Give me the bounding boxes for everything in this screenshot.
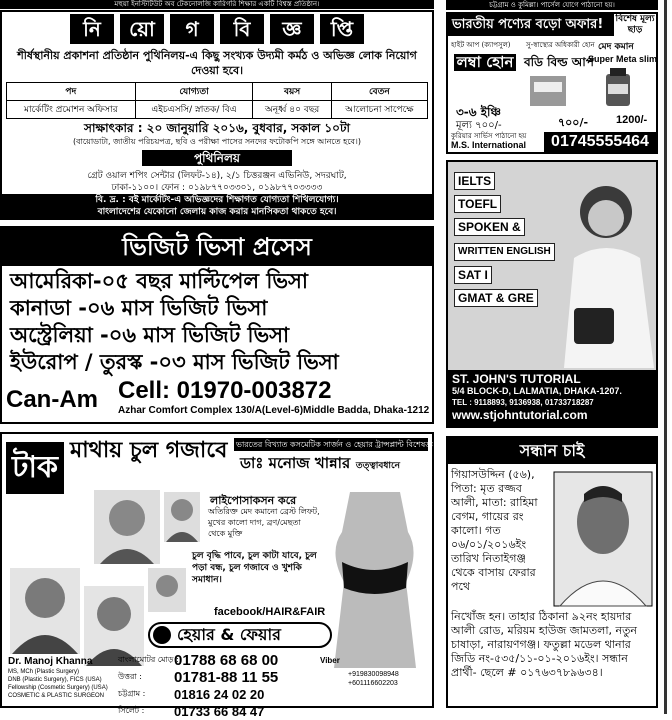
- brand-name: হেয়ার & ফেয়ার: [177, 624, 281, 644]
- india-phones: [348, 670, 399, 688]
- table-cell: অনূর্ধ্ব ৪০ বছর: [253, 101, 331, 119]
- doctor-name: ডাঃ মনোজ খান্নার: [240, 454, 351, 472]
- prod1-big: লম্বা হোন: [454, 54, 516, 71]
- course-label: TOEFL: [454, 195, 501, 213]
- top-strip: মহুয়া ইনস্টিটিউট অব টেকনোলজি কারিগরি শিক্ষার একটি বিশ্বস্ত প্রতিষ্ঠান।: [0, 0, 434, 9]
- product-box-icon: [528, 72, 568, 108]
- visa-lines: [2, 268, 432, 376]
- table-cell: আলোচনা সাপেক্ষে: [331, 101, 427, 119]
- phone-number: 01733 66 84 47: [174, 704, 265, 719]
- prod2-big: বডি বিল্ড আপ: [524, 55, 594, 69]
- doctor-photo-small: [164, 492, 200, 542]
- table-cell: মার্কেটিং প্রমোশন অফিসার: [7, 101, 136, 119]
- visa-line: ইউরোপ / তুরস্ক -০৩ মাস ভিজিট ভিসা: [10, 350, 339, 374]
- tutorial-info: [448, 370, 656, 426]
- offer-phone: 01745555464: [544, 132, 656, 152]
- missing-title: সন্ধান চাই: [448, 438, 656, 464]
- recruitment-ad: [0, 10, 434, 220]
- doctor-photo: [94, 490, 160, 564]
- tutorial-tel: TEL : 9118893, 9136938, 01733718287: [452, 398, 594, 407]
- phone-row: [118, 669, 318, 686]
- offer-company: M.S. International: [451, 140, 527, 150]
- woman-photo: [148, 568, 186, 612]
- visa-line: অস্ট্রেলিয়া -০৬ মাস ভিজিট ভিসা: [10, 323, 290, 347]
- missing-text-top: গিয়াসউদ্দিন (৫৬), পিতা: মৃত রজ্জব আলী, মাতা: রাহিমা বেগম, গায়ের রং কালো। গত ০৬/০১/২০১৬ইং তারিখ নিতাইগঞ্জ থেকে বাসায় ফেরার পথে: [451, 468, 538, 593]
- tutorial-address: 5/4 BLOCK-D, LALMATIA, DHAKA-1207.: [452, 386, 622, 396]
- phone-row: [118, 686, 318, 703]
- leaf-icon: [153, 626, 171, 644]
- credential-line: Fellowship (Cosmetic Surgery) (USA): [8, 685, 108, 691]
- address-line-1: গ্রেট ওয়াল শপিং সেন্টার (লিফট-১৪), ২/১ চিত্তরঞ্জন এভিনিউ, সদরঘাট,: [87, 171, 347, 181]
- phone-area: বাংলামোটর মোড় :: [118, 655, 179, 664]
- tutorial-ad: [446, 160, 658, 428]
- man-photo: [10, 568, 80, 654]
- phone-list: [118, 652, 318, 720]
- prod1-size: ৩-৬ ইঞ্চি: [456, 105, 501, 119]
- missing-text-bottom: নিখোঁজ হন। তাহার ঠিকানা ৯২নং হায়দার আলী রোড, মরিয়ম হাউজ জামতলা, নতুন চাষাড়া, নারায়ণগঞ্জ। ফতুল্লা মডেল থানার জিডি নং-৫৩৫/১১-০১-২০১৬ইং। সন্ধান প্রার্থী- ছেলে # ০১৭৬৩৭৮৯৬৩৪।: [451, 610, 637, 679]
- note-line-1: বি. দ্র. : বই মার্কেটিং-এ অভিজ্ঞদের শিক্ষাগত যোগ্যতা শিথিলযোগ্য।: [95, 195, 339, 205]
- courier-note: কুরিয়ার সার্ভিস পাঠানো হয়: [451, 132, 527, 140]
- credentials: [8, 668, 108, 700]
- table-cell: এইচএসসি/ স্নাতক/ বিএ: [135, 101, 253, 119]
- top-right-strip: চট্টগ্রাম ও কুমিল্লা। পার্সেল যোগে পাঠানো হয়।: [446, 0, 658, 10]
- phone-number: 01816 24 02 20: [174, 687, 265, 702]
- course-label: IELTS: [454, 172, 495, 190]
- title-letter: প্তি: [320, 14, 364, 44]
- course-label: SAT I: [454, 266, 492, 284]
- prod1-price: মূল্য ৭০০/-: [456, 120, 502, 131]
- visa-cell: Cell: 01970-003872: [118, 377, 332, 404]
- table-header: বেতন: [331, 83, 427, 101]
- table-header: বয়স: [253, 83, 331, 101]
- facebook-link[interactable]: facebook/HAIR&FAIR: [214, 606, 326, 618]
- lipo-title: লাইপোসাকসন করে: [210, 494, 297, 507]
- visa-line: কানাডা -০৬ মাস ভিজিট ভিসা: [10, 296, 268, 320]
- india-phone: +919830098948: [348, 671, 399, 678]
- company-name: পুথিনিলয়: [142, 150, 292, 166]
- docs-note: (বায়োডাটা, জাতীয় পরিচয়পত্র, ছবি ও পরীক্ষা পাসের সনদের ফটোকপি সঙ্গে আনতে হবে।): [73, 137, 361, 146]
- prod3-price: 1200/-: [616, 114, 648, 126]
- offer-title: ভারতীয় পণ্যের বড়ো অফার!: [448, 14, 614, 36]
- recruit-intro: শীর্ষস্থানীয় প্রকাশনা প্রতিষ্ঠান পুথিনিলয়-এ কিছু সংখ্যক উদ্যমী কর্মঠ ও অভিজ্ঞ লোক নিয়োগ দেওয়া হবে।: [17, 49, 417, 77]
- phone-row: [118, 652, 318, 669]
- job-table-wrap: [6, 82, 428, 119]
- phone-area: চট্টগ্রাম :: [118, 689, 146, 698]
- table-row: [7, 101, 428, 119]
- prod2-label: সু-স্বাস্থ্যের অধিকারী হোন: [526, 41, 595, 49]
- credential-line: COSMETIC & PLASTIC SURGEON: [8, 693, 105, 699]
- visa-brand: Can-Am: [6, 386, 99, 413]
- tak-label: টাক: [6, 442, 64, 494]
- product-bottle-icon: [598, 68, 638, 108]
- missing-ad: [446, 436, 658, 708]
- phone-area: উত্তরা :: [118, 672, 142, 681]
- offer-ad: [446, 12, 658, 154]
- visa-line: আমেরিকা-০৫ বছর মাল্টিপেল ভিসা: [10, 269, 308, 293]
- job-table: [6, 82, 428, 119]
- offer-special: বিশেষ মূল্য ছাড়: [615, 14, 655, 35]
- visa-title: ভিজিট ভিসা প্রসেস: [2, 228, 432, 266]
- table-header-row: [7, 83, 428, 101]
- tutorial-website[interactable]: www.stjohntutorial.com: [452, 408, 588, 422]
- doctor-en-name: Dr. Manoj Khanna: [8, 656, 93, 667]
- lipo-desc: অতিরিক্ত মেদ কমানো ব্রেস্ট লিফট, মুখের কালো দাগ, ব্রণ/মেছতা থেকে মুক্তি: [208, 507, 320, 538]
- visa-address: Azhar Comfort Complex 130/A(Level-6)Middle Badda, Dhaka-1212: [118, 405, 430, 416]
- table-header: পদ: [7, 83, 136, 101]
- recruit-title: [2, 14, 432, 44]
- note-line-2: বাংলাদেশের যেকোনো জেলায় কাজ করার মানসিকতা থাকতে হবে।: [97, 207, 337, 217]
- table-header: যোগ্যতা: [135, 83, 253, 101]
- prod2-price: ৭০০/-: [558, 116, 589, 129]
- course-label: WRITTEN ENGLISH: [454, 243, 555, 261]
- prod3-label: মেদ কমান: [598, 42, 634, 52]
- body-silhouette: [320, 492, 428, 668]
- doctor-suffix: তত্ত্বাবধানে: [355, 461, 401, 471]
- title-letter: জ্ঞ: [270, 14, 314, 44]
- india-phone: +601116602203: [348, 680, 398, 687]
- doctor-intro: ভারতের বিখ্যাত কসমেটিক সার্জন ও হেয়ার ট্রান্সপ্লান্ট বিশেষজ্ঞ: [236, 440, 433, 449]
- hair-headline: মাথায় চুল গজাবে: [70, 438, 228, 463]
- credential-line: DNB (Plastic Surgery), FICS (USA): [8, 677, 102, 683]
- title-letter: গ: [170, 14, 214, 44]
- doctor-name-row: [240, 452, 400, 477]
- prod1-label: হাইট আপ (ক্যাপসুল): [451, 41, 511, 49]
- phone-row: [118, 703, 318, 720]
- interview-info: সাক্ষাৎকার : ২০ জানুয়ারি ২০১৬, বুধবার, সকাল ১০টা: [84, 121, 350, 135]
- course-list: [454, 170, 564, 310]
- phone-number: 01781-88 11 55: [174, 669, 279, 686]
- missing-person-photo: [554, 472, 652, 606]
- hair-brand: [148, 622, 332, 648]
- page-edge-divider: [664, 0, 667, 714]
- title-letter: বি: [220, 14, 264, 44]
- phone-area: সিলেট :: [118, 706, 145, 715]
- phone-number: 01788 68 68 00: [174, 652, 279, 669]
- visa-ad: [0, 226, 434, 424]
- address-line-2: ঢাকা-১১০০। ফোন : ০১৯৮৭৭০৩৩০১, ০১৯৮৭৭০৩৩৩৩: [111, 183, 323, 193]
- course-label: SPOKEN &: [454, 218, 525, 236]
- prod3-name: Super Meta slim: [588, 54, 658, 64]
- course-label: GMAT & GRE: [454, 289, 538, 307]
- hair-benefits: চুল বৃদ্ধি পাবে, চুল কাটা যাবে, চুল পড়া বন্ধ, চুল গজাবে ও খুশকি সমাধান।: [192, 551, 317, 585]
- note-bar: [2, 194, 432, 218]
- viber-badge: Viber: [320, 656, 340, 665]
- title-letter: য়ো: [120, 14, 164, 44]
- hair-ad: [0, 432, 434, 719]
- title-letter: নি: [70, 14, 114, 44]
- tutorial-name: ST. JOHN'S TUTORIAL: [452, 372, 581, 386]
- credential-line: MS, MCh (Plastic Surgery): [8, 669, 80, 675]
